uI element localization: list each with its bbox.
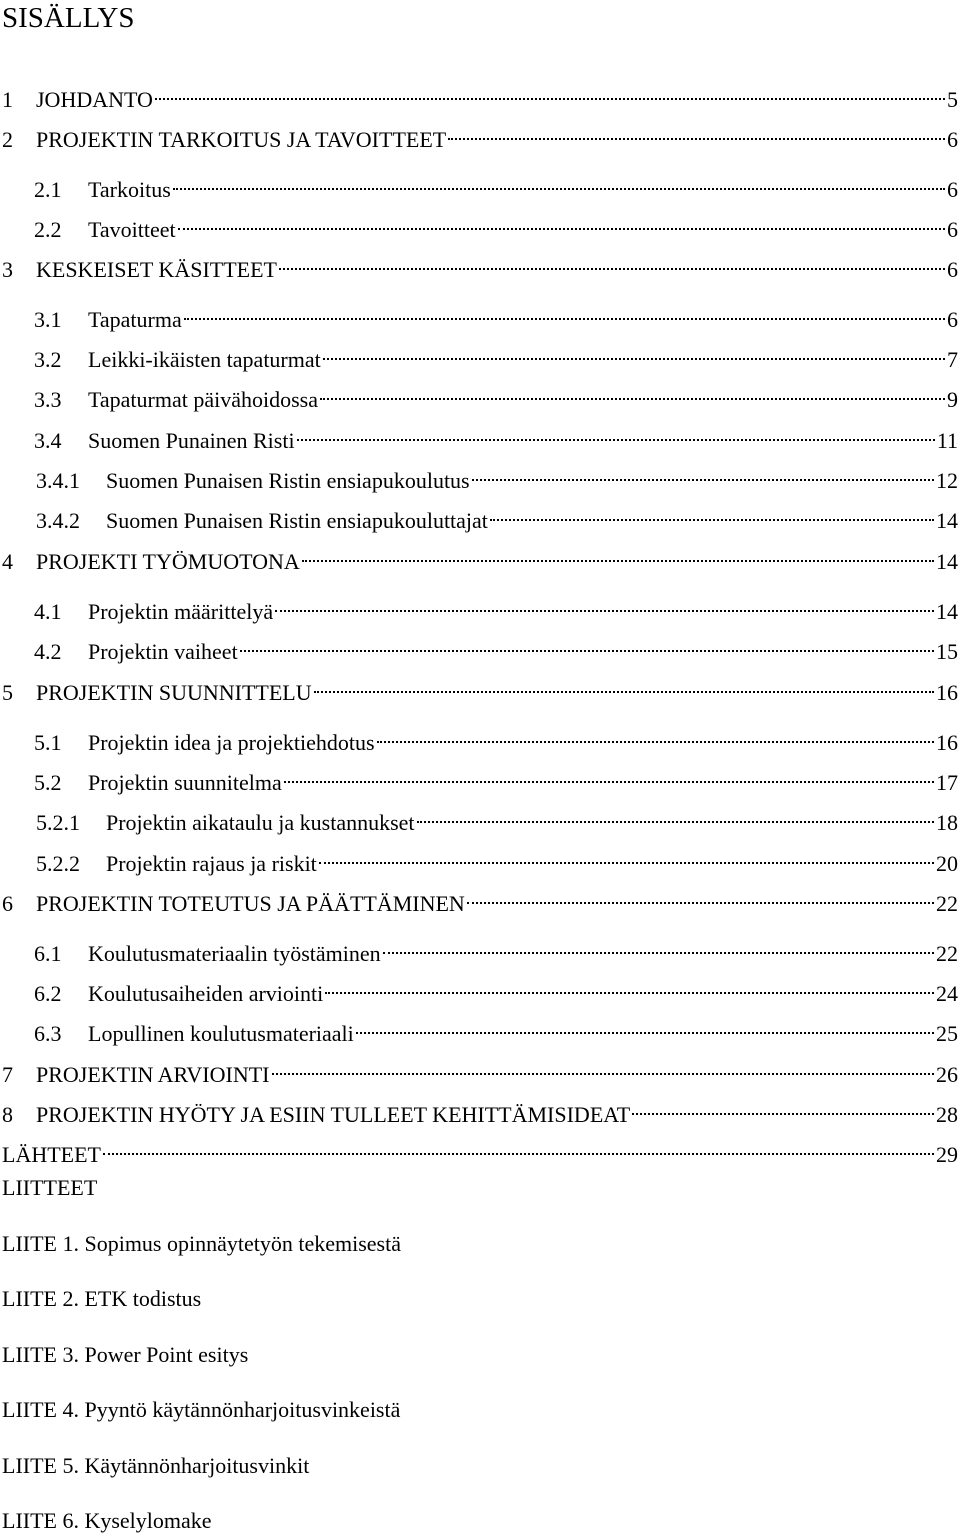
toc-entry-title: Projektin määrittelyä [88, 599, 274, 624]
appendix-item: LIITE 4. Pyyntö käytännönharjoitusvinkeistä [2, 1397, 401, 1422]
toc-entry-title: PROJEKTIN TOTEUTUS JA PÄÄTTÄMINEN [36, 891, 465, 916]
toc-dot-leader [240, 629, 934, 659]
toc-entry-number: 4.2 [34, 639, 62, 664]
toc-entry-number: 3.3 [34, 387, 62, 412]
toc-entry-page: 6 [947, 307, 958, 332]
toc-dot-leader [377, 720, 934, 750]
toc-entry[interactable] [0, 207, 958, 242]
toc-entry[interactable] [0, 1011, 958, 1046]
toc-entry-number: 3.4.1 [36, 468, 80, 493]
toc-entry-title: Suomen Punaisen Ristin ensiapukouluttajat [106, 508, 488, 533]
toc-entry-number: 8 [2, 1102, 13, 1127]
toc-entry-page: 14 [936, 508, 958, 533]
toc-entry[interactable] [0, 297, 958, 332]
toc-entry-page: 22 [936, 941, 958, 966]
toc-entry-number: 4.1 [34, 599, 62, 624]
toc-entry-title: Tarkoitus [88, 177, 171, 202]
toc-dot-leader [320, 377, 945, 407]
toc-entry-number: 6.1 [34, 941, 62, 966]
toc-entry[interactable] [0, 760, 958, 795]
toc-entry-number: 3 [2, 257, 13, 282]
toc-entry-page: 18 [936, 810, 958, 835]
page-title: SISÄLLYS [2, 2, 135, 34]
toc-entry-page: 5 [947, 87, 958, 112]
toc-entry-number: 3.4 [34, 428, 62, 453]
toc-entry-number: 1 [2, 87, 13, 112]
toc-entry-number: 3.1 [34, 307, 62, 332]
toc-dot-leader [275, 589, 934, 619]
toc-entry-title: Projektin aikataulu ja kustannukset [106, 810, 415, 835]
appendix-item: LIITE 2. ETK todistus [2, 1286, 202, 1311]
toc-entry-page: 29 [936, 1142, 958, 1167]
toc-entry[interactable] [0, 881, 958, 916]
toc-entry[interactable] [0, 1092, 958, 1127]
toc-entry[interactable] [0, 458, 958, 493]
appendix-item: LIITE 5. Käytännönharjoitusvinkit [2, 1453, 310, 1478]
toc-entry-number: 6.2 [34, 981, 62, 1006]
toc-dot-leader [383, 931, 934, 961]
toc-dot-leader [448, 117, 945, 147]
toc-entry-title: JOHDANTO [36, 87, 153, 112]
toc-dot-leader [103, 1132, 934, 1162]
toc-entry-page: 6 [947, 177, 958, 202]
toc-dot-leader [279, 247, 945, 277]
appendix-heading: LIITTEET [2, 1175, 98, 1200]
toc-entry-number: 5.2.1 [36, 810, 80, 835]
toc-entry-page: 28 [936, 1102, 958, 1127]
toc-entry-title: Projektin idea ja projektiehdotus [88, 730, 375, 755]
toc-entry[interactable] [0, 629, 958, 664]
toc-dot-leader [356, 1011, 934, 1041]
toc-entry-number: 6 [2, 891, 13, 916]
toc-entry-page: 7 [947, 347, 958, 372]
toc-entry-title: Tapaturmat päivähoidossa [88, 387, 319, 412]
toc-dot-leader [173, 167, 945, 197]
toc-entry-title: LÄHTEET [2, 1142, 101, 1167]
toc-entry-number: 4 [2, 549, 13, 574]
toc-dot-leader [184, 297, 945, 327]
toc-entry[interactable] [0, 670, 958, 705]
toc-entry-title: Suomen Punaisen Ristin ensiapukoulutus [106, 468, 470, 493]
toc-entry-title: KESKEISET KÄSITTEET [36, 257, 277, 282]
toc-entry-number: 5.2.2 [36, 851, 80, 876]
toc-entry-title: Tavoitteet [88, 217, 176, 242]
toc-entry-title: Projektin vaiheet [88, 639, 238, 664]
toc-entry[interactable] [0, 589, 958, 624]
toc-dot-leader [297, 418, 935, 448]
toc-entry-number: 3.4.2 [36, 508, 80, 533]
toc-dot-leader [467, 881, 934, 911]
toc-entry-title: Tapaturma [88, 307, 182, 332]
toc-entry-number: 2 [2, 127, 13, 152]
toc-entry[interactable] [0, 498, 958, 533]
toc-entry[interactable] [0, 1132, 958, 1167]
toc-entry-number: 5.2 [34, 770, 62, 795]
toc-dot-leader [284, 760, 934, 790]
toc-dot-leader [302, 539, 934, 569]
toc-entry-title: PROJEKTIN TARKOITUS JA TAVOITTEET [36, 127, 447, 152]
toc-entry-page: 24 [936, 981, 958, 1006]
toc-entry[interactable] [0, 167, 958, 202]
toc-entry-page: 9 [947, 387, 958, 412]
toc-entry[interactable] [0, 247, 958, 282]
toc-entry-number: 2.1 [34, 177, 62, 202]
toc-entry-title: PROJEKTIN ARVIOINTI [36, 1062, 270, 1087]
toc-entry[interactable] [0, 1052, 958, 1087]
toc-dot-leader [472, 458, 934, 488]
toc-entry-page: 25 [936, 1021, 958, 1046]
toc-entry-page: 6 [947, 127, 958, 152]
toc-entry[interactable] [0, 800, 958, 835]
toc-entry-number: 6.3 [34, 1021, 62, 1046]
toc-dot-leader [314, 670, 934, 700]
toc-entry-title: Projektin suunnitelma [88, 770, 282, 795]
toc-entry[interactable] [0, 841, 958, 876]
toc-entry-page: 12 [936, 468, 958, 493]
toc-dot-leader [325, 971, 934, 1001]
toc-dot-leader [319, 841, 934, 871]
toc-entry[interactable] [0, 377, 958, 412]
toc-entry[interactable] [0, 931, 958, 966]
toc-dot-leader [178, 207, 945, 237]
toc-dot-leader [632, 1092, 934, 1122]
appendix-item: LIITE 6. Kyselylomake [2, 1508, 212, 1533]
toc-entry[interactable] [0, 971, 958, 1006]
toc-entry-number: 3.2 [34, 347, 62, 372]
toc-entry[interactable] [0, 539, 958, 574]
toc-dot-leader [155, 77, 945, 107]
toc-entry-number: 2.2 [34, 217, 62, 242]
toc-entry-page: 16 [936, 730, 958, 755]
toc-entry-number: 7 [2, 1062, 13, 1087]
toc-entry[interactable] [0, 337, 958, 372]
toc-entry[interactable] [0, 77, 958, 112]
toc-dot-leader [490, 498, 934, 528]
toc-entry-page: 16 [936, 680, 958, 705]
toc-entry-title: PROJEKTIN HYÖTY JA ESIIN TULLEET KEHITTÄMISIDEAT [36, 1102, 631, 1127]
toc-entry-page: 26 [936, 1062, 958, 1087]
toc-entry-page: 6 [947, 257, 958, 282]
toc-entry-page: 11 [936, 428, 958, 453]
toc-entry-title: Lopullinen koulutusmateriaali [88, 1021, 354, 1046]
appendix-item: LIITE 3. Power Point esitys [2, 1342, 249, 1367]
toc-entry[interactable] [0, 117, 958, 152]
toc-entry-title: PROJEKTI TYÖMUOTONA [36, 549, 300, 574]
toc-entry-page: 14 [936, 599, 958, 624]
toc-entry-title: Leikki-ikäisten tapaturmat [88, 347, 321, 372]
toc-entry-title: Projektin rajaus ja riskit [106, 851, 317, 876]
toc-dot-leader [323, 337, 945, 367]
toc-entry-title: Koulutusmateriaalin työstäminen [88, 941, 381, 966]
toc-entry-title: Koulutusaiheiden arviointi [88, 981, 324, 1006]
toc-dot-leader [417, 800, 934, 830]
toc-entry-title: PROJEKTIN SUUNNITTELU [36, 680, 312, 705]
toc-dot-leader [272, 1052, 934, 1082]
toc-entry-number: 5.1 [34, 730, 62, 755]
toc-entry-page: 20 [936, 851, 958, 876]
toc-entry-number: 5 [2, 680, 13, 705]
appendix-item: LIITE 1. Sopimus opinnäytetyön tekemisestä [2, 1231, 401, 1256]
toc-entry-page: 6 [947, 217, 958, 242]
toc-entry-title: Suomen Punainen Risti [88, 428, 295, 453]
toc-entry[interactable] [0, 720, 958, 755]
toc-entry-page: 22 [936, 891, 958, 916]
toc-entry-page: 17 [936, 770, 958, 795]
toc-entry[interactable] [0, 418, 958, 453]
toc-entry-page: 14 [936, 549, 958, 574]
toc-entry-page: 15 [936, 639, 958, 664]
